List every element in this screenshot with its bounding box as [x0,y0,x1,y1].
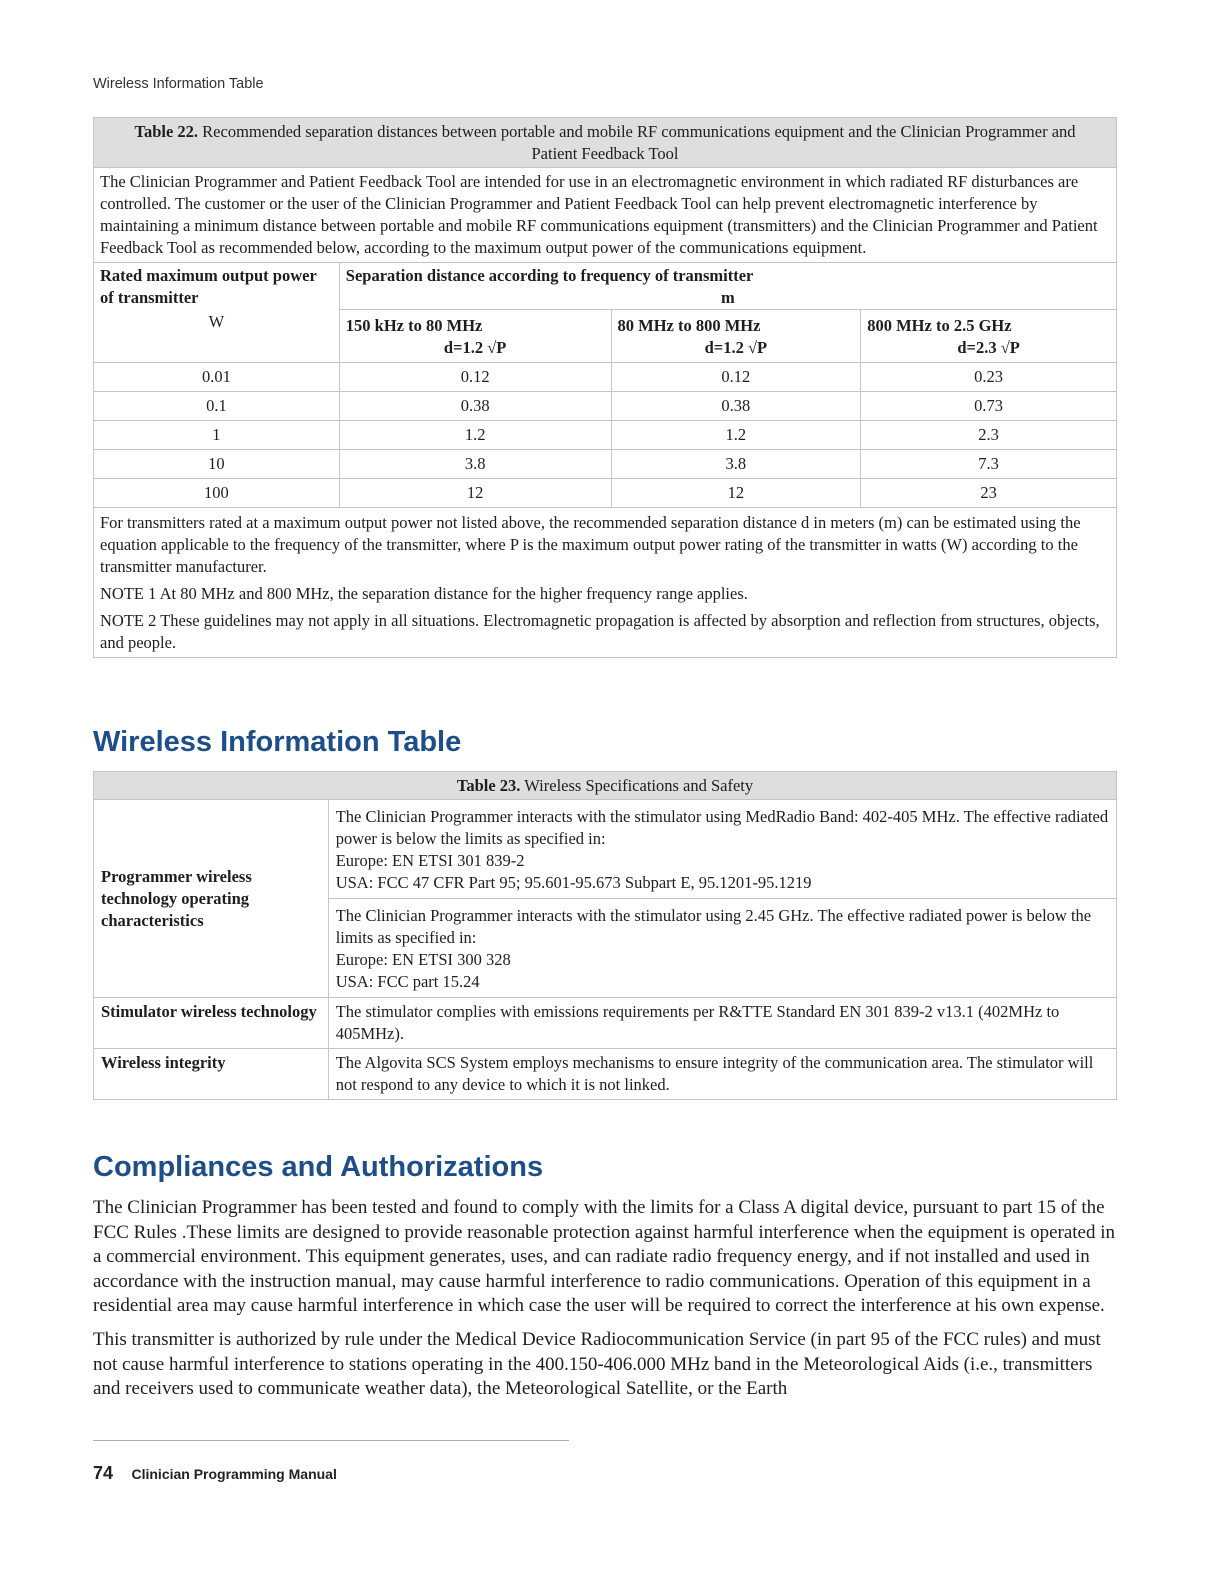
table-row [94,421,1117,450]
table-footnotes [94,508,1117,658]
manual-title: Clinician Programming Manual [131,1466,337,1482]
band-range: 150 kHz to 80 MHz [345,316,483,335]
power-cell: 10 [94,450,340,479]
power-cell: 1 [94,421,340,450]
band-formula: d=1.2 √P [443,338,507,357]
distance-cell: 0.12 [339,363,611,392]
power-cell: 0.01 [94,363,340,392]
programmer-wireless-label: Programmer wireless technology operating characteristics [94,800,329,998]
table-row [94,450,1117,479]
distance-cell: 7.3 [861,450,1117,479]
separation-header-unit: m [721,288,735,307]
distance-cell: 2.3 [861,421,1117,450]
spec-usa: USA: FCC part 15.24 [335,972,480,991]
distance-cell: 1.2 [611,421,861,450]
spec-text: The Clinician Programmer interacts with the stimulator using 2.45 GHz. The effective radiated power is below the limits as specified in: [335,906,1092,947]
distance-cell: 3.8 [339,450,611,479]
paragraph: The Clinician Programmer has been tested and found to comply with the limits for a Class A digital device, pursuant to part 15 of the FCC Rules .These limits are designed to provide reasonable protection against harmful interference when the equipment is operated in a commercial environment. This equipment generates, uses, and can radiate radio frequency energy, and if not installed and used in accordance with the instruction manual, may cause harmful interference to radio communications. Operation of this equipment in a residential area may cause harmful interference in which case the user will be required to correct the interference at his own expense. [93,1197,1116,1317]
band-header [611,310,861,363]
table-caption-text: Recommended separation distances between portable and mobile RF communications equipment and the Clinician Programmer and Patient Feedback Tool [202,122,1076,163]
table-caption-label: Table 22. [134,122,199,141]
compliance-body [93,1196,1117,1402]
distance-cell: 0.73 [861,392,1117,421]
distance-cell: 12 [339,479,611,508]
band-formula: d=2.3 √P [957,338,1020,357]
table-row [94,363,1117,392]
table-row [94,392,1117,421]
power-cell: 0.1 [94,392,340,421]
distance-cell: 0.23 [861,363,1117,392]
programmer-245ghz-cell [328,899,1116,998]
table-intro: The Clinician Programmer and Patient Feedback Tool are intended for use in an electromagnetic environment in which radiated RF disturbances are controlled. The customer or the user of the Clinician Programmer and Patient Feedback Tool can help prevent electromagnetic interference by maintaining a minimum distance between portable and mobile RF communications equipment (transmitters) and the Clinician Programmer and Patient Feedback Tool as recommended below, according to the maximum output power of the communications equipment. [94,168,1117,263]
band-range: 800 MHz to 2.5 GHz [867,316,1012,335]
stimulator-wireless-text: The stimulator complies with emissions requirements per R&TTE Standard EN 301 839-2 v13.1 (402MHz to 405MHz). [328,998,1116,1049]
power-header-unit: W [208,312,225,331]
spec-usa: USA: FCC 47 CFR Part 95; 95.601-95.673 Subpart E, 95.1201-95.1219 [335,873,812,892]
stimulator-wireless-label: Stimulator wireless technology [94,998,329,1049]
table-caption-label: Table 23. [456,776,521,795]
wireless-integrity-text: The Algovita SCS System employs mechanisms to ensure integrity of the communication area. The stimulator will not respond to any device to which it is not linked. [328,1049,1116,1100]
band-formula: d=1.2 √P [704,338,768,357]
note-1: NOTE 1 At 80 MHz and 800 MHz, the separation distance for the higher frequency range applies. [100,584,748,603]
distance-cell: 0.38 [339,392,611,421]
power-column-header [94,263,340,363]
section-title-compliances: Compliances and Authorizations [93,1151,544,1183]
power-cell: 100 [94,479,340,508]
distance-cell: 3.8 [611,450,861,479]
distance-cell: 0.38 [611,392,861,421]
section-title-wireless: Wireless Information Table [93,726,462,758]
distance-cell: 1.2 [339,421,611,450]
running-head: Wireless Information Table [93,76,264,92]
wireless-integrity-label: Wireless integrity [94,1049,329,1100]
power-header-label: Rated maximum output power of transmitter [100,266,317,307]
table-caption-text: Wireless Specifications and Safety [524,776,754,795]
band-range: 80 MHz to 800 MHz [617,316,761,335]
table-row [94,479,1117,508]
footnote-text: For transmitters rated at a maximum output power not listed above, the recommended separation distance d in meters (m) can be estimated using the equation applicable to the frequency of the transmitter, where P is the maximum output power rating of the transmitter in watts (W) according to the transmitter manufacturer. [100,513,1081,576]
distance-cell: 23 [861,479,1117,508]
spec-text: The Clinician Programmer interacts with the stimulator using MedRadio Band: 402-405 MHz. The effective radiated power is below the limits as specified in: [335,807,1109,848]
table-caption [94,772,1117,800]
note-2: NOTE 2 These guidelines may not apply in all situations. Electromagnetic propagation is affected by absorption and reflection from structures, objects, and people. [100,611,1100,652]
page-footer [93,1463,337,1484]
distance-cell: 0.12 [611,363,861,392]
band-header [861,310,1117,363]
wireless-specifications-table [93,771,1117,1100]
separation-distance-table [93,117,1117,658]
spec-europe: Europe: EN ETSI 301 839-2 [335,851,525,870]
distance-cell: 12 [611,479,861,508]
table-caption [94,118,1117,168]
programmer-medradio-cell [328,800,1116,899]
separation-header [339,263,1116,310]
separation-header-label: Separation distance according to frequency of transmitter [345,266,754,285]
page-number: 74 [93,1463,114,1483]
paragraph: This transmitter is authorized by rule under the Medical Device Radiocommunication Service (in part 95 of the FCC rules) and must not cause harmful interference to stations operating in the 400.150-406.000 MHz band in the Meteorological Aids (i.e., transmitters and receivers used to communicate weather data), the Meteorological Satellite, or the Earth [93,1328,1101,1400]
spec-europe: Europe: EN ETSI 300 328 [335,950,511,969]
band-header [339,310,611,363]
footer-rule [93,1440,569,1441]
